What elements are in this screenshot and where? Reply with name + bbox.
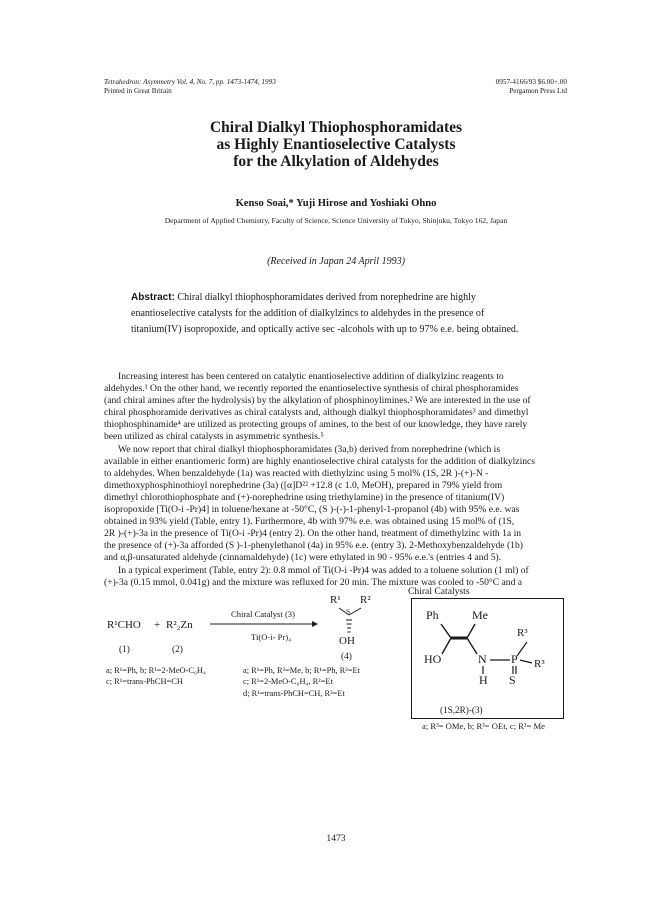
catalyst-ho: HO: [424, 652, 442, 666]
body-line-14: 2R )-(+)-3a in the presence of Ti(O-i -Pr)4 (entry 2). On the other hand, treatment of dimethylzinc with 1a in: [104, 528, 522, 540]
product-oh: OH: [339, 635, 355, 647]
body-line-8: available in either enantiomeric form) are highly enantioselective chiral catalysts for the addition of dialkylzincs: [104, 455, 536, 467]
catalyst-p: P: [511, 652, 518, 666]
body-line-12: isopropoxide [Ti(O-i -Pr)4] in toluene/hexane at -50°C, (S )-(-)-1-phenyl-1-propanol (4b) with 95% e.e. was: [104, 504, 520, 516]
aldehyde-legend-2: c; R¹=trans-PhCH=CH: [106, 677, 183, 686]
body-line-3: (and chiral amines after the hydrolysis) by the alkylation of phosphinoylimines.² We are interested in the use of: [104, 395, 531, 407]
catalyst-r3-top: R³: [517, 627, 528, 639]
title-line-1: Chiral Dialkyl Thiophosphoramidates: [209, 119, 463, 136]
abstract: [131, 290, 535, 338]
aldehyde-legend-1: a; R¹=Ph, b; R¹=2-MeO-C₆H₄: [106, 666, 206, 675]
body-line-9: to aldehydes. When benzaldehyde (1a) was reacted with diethylzinc using 5 mol% (1S, 2R )-(+)-N -: [104, 467, 489, 479]
catalyst-me: Me: [472, 608, 488, 622]
body-line-6: been utilized as chiral catalysts in asymmetric synthesis.⁵: [104, 431, 324, 443]
plus-sign: +: [154, 619, 161, 631]
reaction-arrow: [210, 620, 318, 628]
body-line-10: dimethoxyphosphinothioyl norephedrine (3a) ([α]D²² +12.8 (c 1.0, MeOH), prepared in 79% yield from: [104, 479, 503, 491]
catalyst-s: S: [509, 673, 516, 687]
product-legend-1: a; R¹=Ph, R²=Me, b; R¹=Ph, R²=Et: [243, 666, 360, 675]
affiliation: Department of Applied Chemistry, Faculty of Science, Science University of Tokyo, Shinjuku, Tokyo 162, Japan: [164, 216, 508, 225]
title-line-3: for the Alkylation of Aldehydes: [233, 153, 439, 170]
reactant-zinc: R²₂Zn: [166, 619, 193, 631]
catalyst-legend: a; R³= OMe, b; R³= OEt, c; R³= Me: [422, 721, 545, 731]
product-legend-3: d; R¹=trans-PhCH=CH, R²=Et: [243, 689, 345, 698]
body-line-15: the presence of (+)-3a afforded (S )-1-phenylethanol (4a) in 95% e.e. (entry 3). 2-Methoxybenzaldehyde (1b): [104, 540, 523, 552]
catalyst-heading: Chiral Catalysts: [408, 586, 470, 597]
product-stereo-label: S: [346, 607, 351, 616]
authors: Kenso Soai,* Yuji Hirose and Yoshiaki Ohno: [235, 198, 437, 209]
abstract-label: Abstract:: [131, 292, 175, 303]
catalyst-config: (1S,2R)-(3): [440, 705, 483, 715]
reactant-aldehyde: R¹CHO: [107, 619, 141, 631]
title-line-2: as Highly Enantioselective Catalysts: [216, 136, 456, 153]
publisher-line: Pergamon Press Ltd: [509, 87, 567, 95]
body-line-4: chiral phosphoramide derivatives as chiral catalysts and, although dialkyl thiophosphoramidates³ and dimethyl: [104, 407, 529, 419]
label-compound-2: (2): [172, 645, 183, 655]
abstract-line-2: enantioselective catalysts for the addition of dialkylzincs to aldehydes in the presence of: [131, 308, 485, 319]
product-r2: R²: [360, 594, 371, 606]
received-date: (Received in Japan 24 April 1993): [267, 256, 405, 267]
product-r1: R¹: [330, 594, 341, 606]
product-legend-2: c; R¹=2-MeO-C₆H₄, R²=Et: [243, 677, 333, 686]
printed-line: Printed in Great Britain: [104, 87, 172, 95]
body-line-7: We now report that chiral dialkyl thiophosphoramidates (3a,b) derived from norephedrine (which is: [118, 443, 501, 455]
body-line-16: and α,β-unsaturated aldehyde (cinnamaldehyde) (1c) were ethylated in 90 - 95% e.e.'s (entries 4 and 5).: [104, 552, 502, 564]
catalyst-r3-right: R³: [534, 658, 545, 670]
label-compound-4: (4): [341, 652, 352, 662]
catalyst-n: N: [478, 652, 487, 666]
body-line-5: thiophosphinamide⁴ are utilized as protecting groups of amines, to the best of our knowledge, they have rarely: [104, 419, 528, 431]
abstract-line-1: Abstract: Chiral dialkyl thiophosphoramidates derived from norephedrine are highly: [131, 292, 476, 303]
body-line-2: aldehydes.¹ On the other hand, we recently reported the enantioselective synthesis of chiral phosphoramides: [104, 383, 519, 395]
arrow-bottom-label: Ti(O-i- Pr)₄: [251, 632, 292, 642]
journal-line: Tetrahedron: Asymmetry Vol. 4, No. 7, pp. 1473-1474, 1993: [104, 78, 276, 86]
body-line-17: In a typical experiment (Table, entry 2): 0.8 mmol of Ti(O-i -Pr)4 was added to a toluene solution (1 ml) of: [118, 564, 529, 576]
abstract-line-3: titanium(IV) isopropoxide, and optically active sec -alcohols with up to 97% e.e. being obtained.: [131, 324, 519, 335]
issn-line: 0957-4166/93 $6.00+.00: [495, 78, 567, 86]
label-compound-1: (1): [119, 645, 130, 655]
page-number: 1473: [326, 833, 346, 844]
body-line-13: obtained in 93% yield (Table, entry 1). Furthermore, 4b with 97% e.e. was obtained using 15 mol% of (1S,: [104, 516, 515, 528]
catalyst-ph: Ph: [426, 608, 439, 622]
catalyst-h: H: [479, 673, 488, 687]
body-line-18: (+)-3a (0.15 mmol, 0.041g) and the mixture was refluxed for 20 min. The mixture was cooled to -50°C and a: [104, 576, 523, 588]
arrow-top-label: Chiral Catalyst (3): [231, 609, 295, 619]
body-line-1: Increasing interest has been centered on catalytic enantioselective addition of dialkylzinc reagents to: [118, 371, 504, 382]
body-line-11: dimethyl chlorothiophosphate and (+)-norephedrine using triethylamine) in the presence of titanium(IV): [104, 491, 505, 503]
body-text: [104, 371, 566, 589]
